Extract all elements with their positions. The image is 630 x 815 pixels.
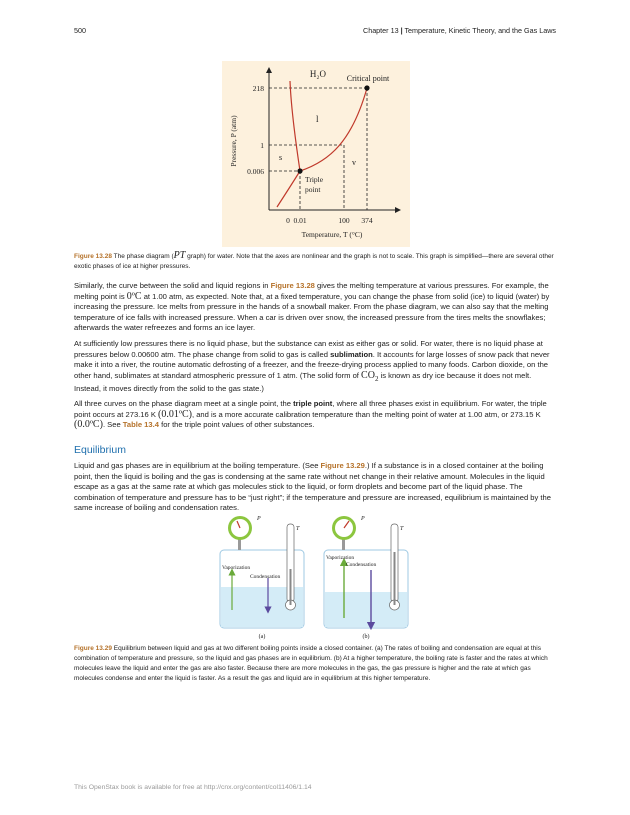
- text: . See: [102, 420, 121, 430]
- triple-point-label-2: point: [305, 185, 321, 194]
- y-axis-label: Pressure, P (atm): [229, 115, 238, 167]
- paragraph-triple-point: [74, 399, 556, 431]
- paragraph-melting: [74, 281, 556, 334]
- figure-link[interactable]: Figure 13.29: [320, 461, 365, 470]
- paragraph-sublimation: [74, 339, 556, 395]
- subfigure-b-label: (b): [362, 634, 370, 640]
- triple-point-marker: [297, 168, 302, 173]
- critical-point-marker: [364, 85, 369, 90]
- text: for the triple point values of other substances.: [161, 420, 315, 430]
- text: Liquid and gas phases are in equilibrium at the boiling temperature. (See: [74, 461, 319, 470]
- triple-point-label-1: Triple: [305, 175, 324, 184]
- y-tick-1: 1: [260, 141, 264, 150]
- section-heading: Equilibrium: [74, 444, 126, 456]
- paragraph-equilibrium: [74, 461, 556, 514]
- caption-text: The phase diagram (: [113, 253, 174, 260]
- caption-text-2: graph) for water. Note that the axes are nonlinear and the graph is not to scale. This graph is simplified—there are several other exotic phases of ice at higher pressures.: [74, 253, 554, 270]
- caption-math: PT: [173, 250, 186, 261]
- melting-curve: [290, 81, 300, 171]
- figure-link[interactable]: Figure 13.28: [270, 281, 315, 290]
- label-t-b: T: [400, 526, 404, 532]
- region-solid: s: [279, 153, 283, 162]
- x-tick-0: 0: [286, 216, 290, 225]
- text: . It accounts for large losses of snow pack that never make it into a river, the routine automatic defrosting of a freezer, and the freeze-drying process applied to many foods. Carbon dioxide, on the other hand, sublimates at standard atmospheric pressure of 1 atm. (The solid form of: [74, 349, 550, 380]
- term-triple-point: triple point: [293, 399, 333, 408]
- container-a: [220, 516, 304, 640]
- text: , where all three phases exist in equilibrium. For water, the triple point occurs at 273.16 K: [74, 399, 547, 419]
- equilibrium-figure: [218, 514, 414, 642]
- inline-math: 0ºC: [126, 290, 142, 302]
- text: is known as dry ice because it does not melt. Instead, it moves directly from the solid to the gas state.): [74, 370, 532, 394]
- equilibrium-diagram: [218, 514, 414, 642]
- footer: This OpenStax book is available for free at http://cnx.org/content/col11406/1.14: [74, 784, 312, 791]
- label-p-b: P: [361, 516, 365, 522]
- x-tick-374: 374: [361, 216, 373, 225]
- text: gives the melting temperature at various pressures. For example, the melting point is: [74, 281, 549, 301]
- inline-math: (0.01ºC): [158, 408, 192, 420]
- vaporization-curve: [300, 88, 367, 171]
- diagram-title: H₂O: [309, 69, 327, 79]
- chapter-title: Temperature, Kinetic Theory, and the Gas Laws: [404, 26, 556, 35]
- x-tick-001: 0.01: [293, 216, 307, 225]
- vaporization-label-a: Vaporization: [222, 565, 251, 571]
- y-tick-218: 218: [252, 84, 264, 93]
- label-t-a: T: [296, 526, 300, 532]
- condensation-label-b: Condensation: [346, 562, 377, 568]
- y-tick-0006: 0.006: [247, 167, 264, 176]
- text: All three curves on the phase diagram meet at a single point, the: [74, 399, 291, 408]
- caption-label: Figure 13.29: [74, 645, 112, 652]
- caption-label: Figure 13.28: [74, 253, 112, 260]
- region-liquid: l: [316, 114, 319, 124]
- phase-diagram: [222, 61, 410, 247]
- term-sublimation: sublimation: [330, 349, 373, 359]
- inline-math: (0.0ºC): [74, 419, 103, 431]
- text: At sufficiently low pressures there is no liquid phase, but the substance can exist as either gas or solid. For water, there is no liquid phase at pressures below 0.00600 atm. The phase change from solid to gas is called: [74, 339, 543, 359]
- text: , and is a more accurate calibration temperature than the melting point of water at 1.00 atm, or 273.15 K: [191, 409, 541, 419]
- x-tick-100: 100: [338, 216, 350, 225]
- figure-13-28-caption: [74, 251, 554, 272]
- condensation-label-a: Condensation: [250, 574, 281, 580]
- co2-formula: CO: [361, 369, 375, 381]
- critical-point-label: Critical point: [346, 74, 390, 83]
- label-p-a: P: [257, 516, 261, 522]
- figure-13-29-caption: [74, 644, 554, 684]
- container-b: [324, 516, 408, 640]
- running-header: [363, 26, 556, 35]
- page-number: 500: [74, 26, 86, 35]
- text: Similarly, the curve between the solid and liquid regions in: [74, 281, 269, 290]
- vaporization-label-b: Vaporization: [326, 555, 355, 561]
- header-separator: |: [400, 26, 403, 35]
- phase-diagram-figure: [222, 61, 410, 247]
- sublimation-curve: [277, 171, 300, 207]
- text: at 1.00 atm, as expected. Note that, at a fixed temperature, you can change the phase from solid (ice) to liquid (water) by increasing the pressure. Ice melts from pressure in the hands of a snowball maker. From the phase diagram, we can also say that the melting temperature of ice falls with increased pressure. When a car is driven over snow, the increased pressure from the tires melts the snowflakes; afterwards the water refreezes and forms an ice layer.: [74, 291, 550, 333]
- inline-math-co2: [361, 370, 378, 381]
- region-vapor: v: [352, 158, 356, 167]
- caption-text: Equilibrium between liquid and gas at two different boiling points inside a closed container. (a) The rates of boiling and condensation are equal at this combination of temperature and pressure, so the liquid and gas phases are in equilibrium. (b) At a higher temperature, the boiling rate is faster and the rates at which molecules leave the liquid and enter the gas are also faster. Because there are more molecules in the gas, the gas pressure is higher and the rate at which gas molecules condense and enter the liquid is faster. As a result the gas and liquid are in equilibrium at this higher temperature.: [74, 645, 548, 682]
- co2-subscript: 2: [374, 374, 379, 383]
- subfigure-a-label: (a): [258, 634, 266, 640]
- table-link[interactable]: Table 13.4: [122, 420, 159, 430]
- x-axis-label: Temperature, T (°C): [301, 230, 363, 239]
- chapter-number: Chapter 13: [363, 26, 399, 35]
- text: .) If a substance is in a closed container at the boiling point, then the liquid is boiling and the gas is condensing at the same rate without net change in their relative amount. Molecules in the liquid escape as a gas at the same rate at which gas molecules stick to the liquid, or form droplets and become part of the liquid phase. The combination of temperature and pressure has to be “just right”; if the temperature and pressure are increased, equilibrium is maintained by the same increase of boiling and condensation rates.: [74, 461, 551, 513]
